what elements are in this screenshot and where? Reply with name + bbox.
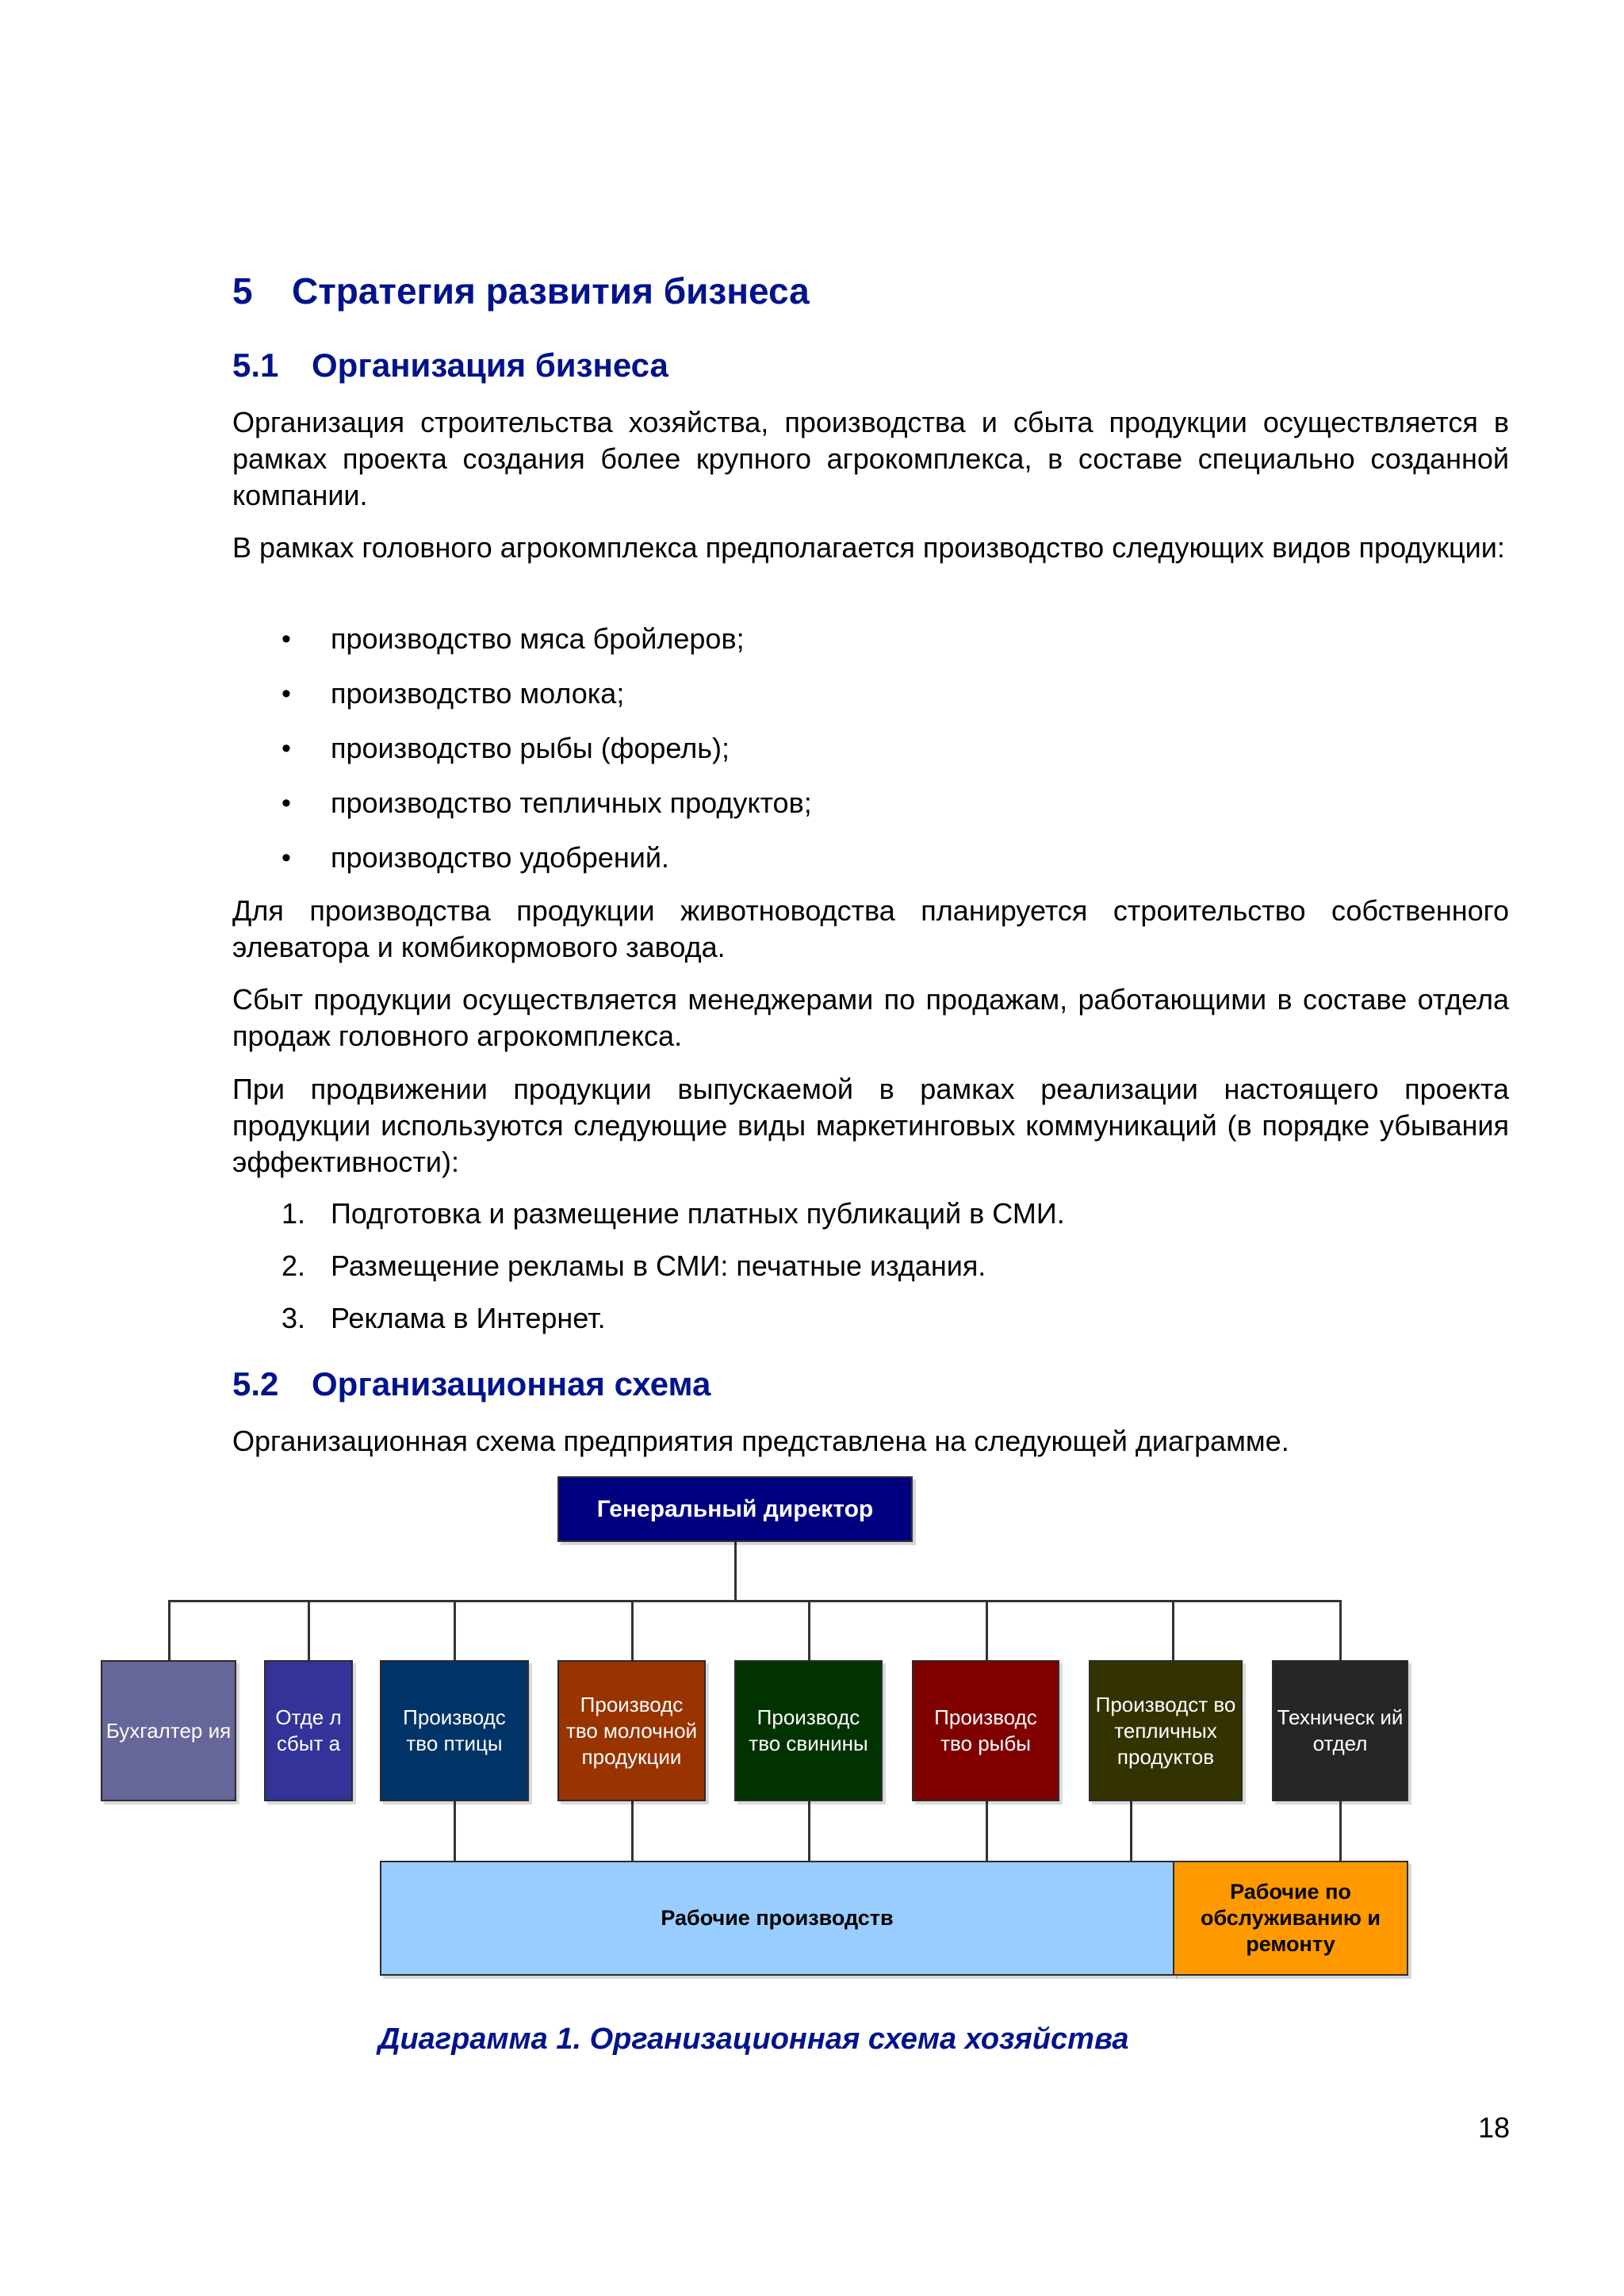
department-box-pork[interactable] bbox=[734, 1660, 883, 1801]
connector-line bbox=[454, 1600, 456, 1662]
numbered-text: Размещение рекламы в СМИ: печатные издания. bbox=[331, 1249, 986, 1282]
connector-line bbox=[808, 1801, 810, 1862]
subsection-heading-2 bbox=[232, 1365, 710, 1403]
bullet-marker: • bbox=[282, 733, 291, 763]
connector-line bbox=[734, 1542, 737, 1601]
connector-line bbox=[1130, 1801, 1132, 1862]
subsection-number-2: 5.2 bbox=[232, 1365, 279, 1402]
subsection-title-2: Организационная схема bbox=[312, 1365, 711, 1402]
bullet-marker: • bbox=[282, 843, 291, 873]
bullet-text: производство молока; bbox=[331, 677, 625, 710]
department-label: Производс тво рыбы bbox=[934, 1705, 1037, 1755]
paragraph-diagram-intro: Организационная схема предприятия представлена на следующей диаграмме. bbox=[232, 1425, 1289, 1457]
connector-line bbox=[808, 1600, 810, 1662]
bullet-text: производство мяса бройлеров; bbox=[331, 622, 745, 655]
numbered-text: Подготовка и размещение платных публикаций в СМИ. bbox=[331, 1197, 1065, 1230]
numbered-marker: 2. bbox=[282, 1249, 306, 1282]
workers-production-label: Рабочие производств bbox=[661, 1906, 894, 1930]
paragraph-livestock: Для производства продукции животноводства планируется строительство собственного элеватора и комбикормового завода. bbox=[232, 894, 1509, 963]
department-label: Производст во тепличных продуктов bbox=[1095, 1692, 1236, 1769]
connector-line bbox=[168, 1600, 170, 1662]
diagram-caption: Диаграмма 1. Организационная схема хозяйства bbox=[378, 2022, 1129, 2056]
bullet-text: производство тепличных продуктов; bbox=[331, 786, 812, 819]
page-number: 18 bbox=[1478, 2111, 1511, 2144]
subsection-heading-1 bbox=[232, 346, 668, 385]
department-label: Бухгалтер ия bbox=[105, 1718, 232, 1743]
section-heading bbox=[232, 270, 810, 312]
connector-line bbox=[631, 1600, 634, 1662]
connector-line bbox=[308, 1600, 310, 1662]
paragraph-organization: Организация строительства хозяйства, производства и сбыта продукции осуществляется в рамках проекта создания более крупного агрокомплекса, в составе специально созданной компании. bbox=[232, 406, 1509, 511]
department-label: Отде л сбыт а bbox=[275, 1705, 342, 1755]
department-label: Техническ ий отдел bbox=[1277, 1705, 1404, 1755]
bullet-text: производство удобрений. bbox=[331, 841, 669, 874]
bullet-text: производство рыбы (форель); bbox=[331, 732, 730, 764]
department-box-fish[interactable] bbox=[912, 1660, 1059, 1801]
department-box-dairy[interactable] bbox=[557, 1660, 706, 1801]
paragraph-products-intro: В рамках головного агрокомплекса предполагается производство следующих видов продукции: bbox=[232, 531, 1505, 564]
paragraph-marketing: При продвижении продукции выпускаемой в рамках реализации настоящего проекта продукции используются следующие виды маркетинговых коммуникаций (в порядке убывания эффективности): bbox=[232, 1073, 1509, 1178]
department-box-greenhouse[interactable] bbox=[1089, 1660, 1243, 1801]
paragraph-sales: Сбыт продукции осуществляется менеджерами по продажам, работающими в составе отдела продаж головного агрокомплекса. bbox=[232, 983, 1509, 1052]
subsection-number-1: 5.1 bbox=[232, 346, 279, 384]
connector-line bbox=[168, 1600, 1340, 1602]
numbered-marker: 1. bbox=[282, 1197, 306, 1230]
workers-maintenance-box[interactable] bbox=[1173, 1861, 1408, 1976]
connector-line bbox=[1339, 1600, 1342, 1662]
connector-line bbox=[986, 1600, 988, 1662]
department-box-technical[interactable] bbox=[1272, 1660, 1408, 1801]
subsection-title-1: Организация бизнеса bbox=[312, 346, 668, 384]
connector-line bbox=[1339, 1801, 1342, 1862]
department-box-accounting[interactable] bbox=[101, 1660, 236, 1801]
bullet-marker: • bbox=[282, 788, 291, 818]
workers-maintenance-label: Рабочие по обслуживанию и ремонту bbox=[1200, 1880, 1381, 1956]
section-number: 5 bbox=[232, 270, 253, 312]
department-box-poultry[interactable] bbox=[380, 1660, 529, 1801]
director-label: Генеральный директор bbox=[596, 1496, 874, 1522]
connector-line bbox=[986, 1801, 988, 1862]
department-label: Производс тво птицы bbox=[403, 1705, 506, 1755]
connector-line bbox=[454, 1801, 456, 1862]
numbered-marker: 3. bbox=[282, 1302, 306, 1334]
bullet-marker: • bbox=[282, 624, 291, 654]
connector-line bbox=[1172, 1600, 1174, 1662]
bullet-marker: • bbox=[282, 679, 291, 709]
workers-production-box[interactable] bbox=[380, 1861, 1174, 1976]
section-title: Стратегия развития бизнеса bbox=[292, 270, 810, 312]
department-label: Производс тво молочной продукции bbox=[565, 1692, 698, 1769]
numbered-text: Реклама в Интернет. bbox=[331, 1302, 606, 1334]
director-box[interactable] bbox=[557, 1476, 913, 1542]
department-label: Производс тво свинины bbox=[749, 1705, 868, 1755]
department-box-sales[interactable] bbox=[264, 1660, 353, 1801]
connector-line bbox=[631, 1801, 634, 1862]
